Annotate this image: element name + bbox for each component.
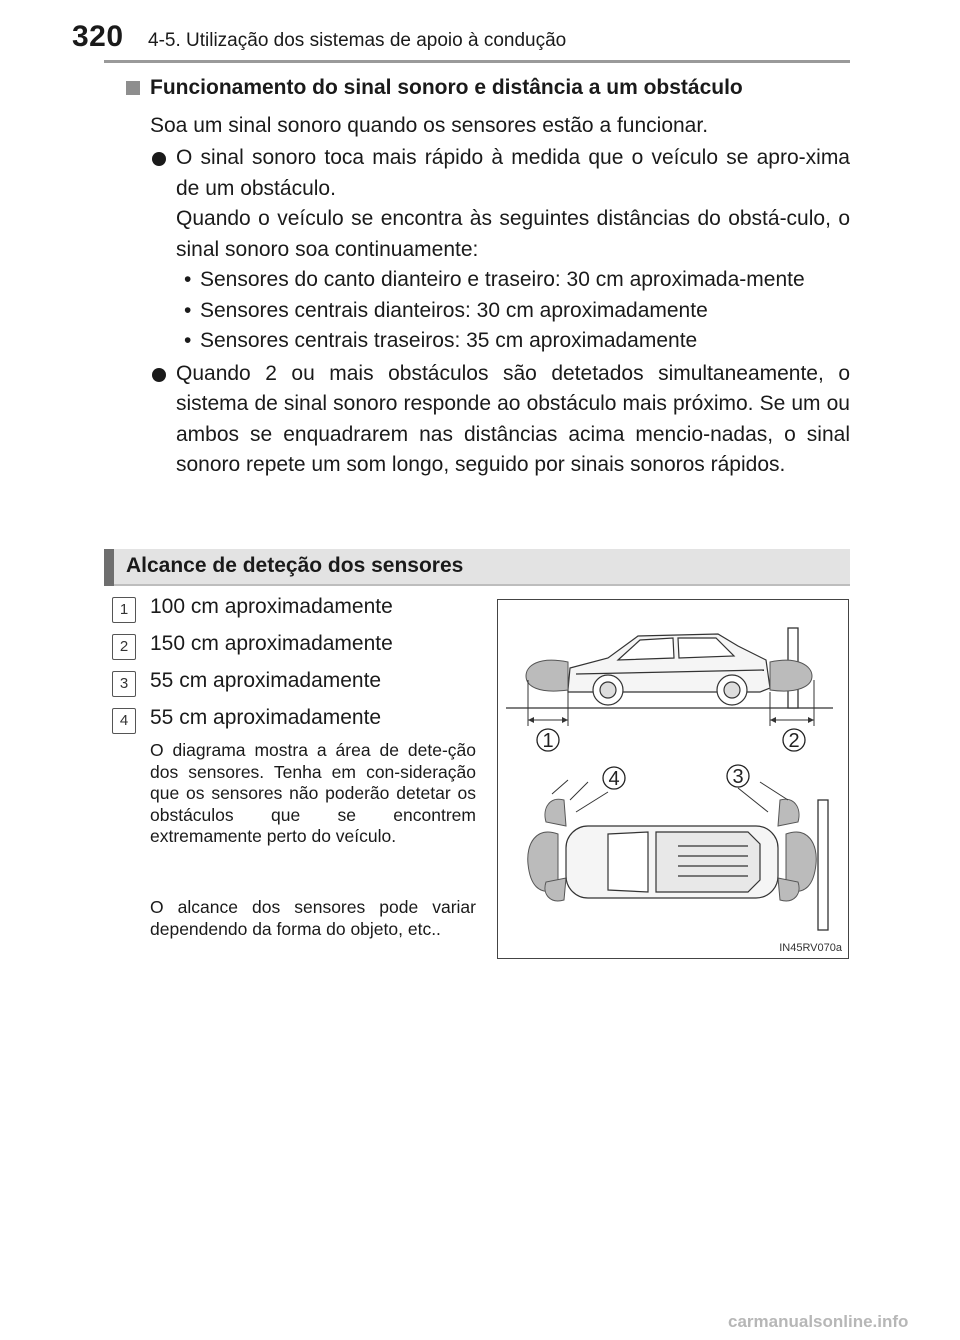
- bullet-item: [110, 359, 850, 481]
- diagram-drawing: [498, 600, 847, 957]
- svg-text:3: 3: [732, 766, 744, 788]
- item-number: 1: [112, 597, 136, 623]
- section-title-bar: [104, 549, 850, 586]
- square-bullet-icon: [126, 81, 140, 95]
- intro-paragraph: Soa um sinal sonoro quando os sensores estão a funcionar.: [150, 114, 709, 137]
- detection-zone: [526, 660, 568, 691]
- item-text: 55 cm aproximadamente: [150, 706, 382, 729]
- item-number: 3: [112, 671, 136, 697]
- item-number: 2: [112, 634, 136, 660]
- note-paragraph: O alcance dos sensores pode variar dependendo da forma do objeto, etc..: [150, 897, 476, 939]
- list-item: [112, 592, 482, 629]
- range-list: [112, 592, 482, 740]
- round-bullet-icon: [152, 152, 166, 166]
- chapter-title: 4-5. Utilização dos sistemas de apoio à condução: [148, 30, 567, 51]
- dash-item: • Sensores do canto dianteiro e traseiro: 30 cm aproximada-mente: [184, 268, 805, 291]
- item-text: 150 cm aproximadamente: [150, 632, 393, 655]
- car-side-icon: [568, 634, 770, 705]
- page-header: [0, 0, 960, 62]
- list-item: [112, 666, 482, 703]
- section-beep-distance: [110, 72, 850, 481]
- page-number: 320: [72, 20, 124, 53]
- list-item: [112, 703, 482, 740]
- figure-code: IN45RV070a: [779, 942, 842, 954]
- watermark-text: carmanualsonline.info: [728, 1312, 909, 1331]
- svg-text:4: 4: [608, 768, 620, 790]
- svg-text:1: 1: [542, 730, 554, 752]
- list-item: [112, 629, 482, 666]
- round-bullet-icon: [152, 368, 166, 382]
- dash-item: • Sensores centrais traseiros: 35 cm aproximadamente: [184, 329, 698, 352]
- bullet-text: Quando o veículo se encontra às seguintes distâncias do obstá-culo, o sinal sonoro soa continuamente:: [176, 207, 850, 261]
- bullet-item: [110, 143, 850, 357]
- car-top-icon: [566, 826, 778, 898]
- item-number: 4: [112, 708, 136, 734]
- obstacle-wall: [818, 800, 828, 930]
- item-text: 55 cm aproximadamente: [150, 669, 382, 692]
- section-title: Alcance de deteção dos sensores: [126, 554, 464, 577]
- item-text: 100 cm aproximadamente: [150, 595, 393, 618]
- dash-item: • Sensores centrais dianteiros: 30 cm aproximadamente: [184, 298, 708, 322]
- subheading-text: Funcionamento do sinal sonoro e distância a um obstáculo: [150, 76, 743, 99]
- bullet-text: Quando 2 ou mais obstáculos são detetados simultaneamente, o sistema de sinal sonoro responde ao obstáculo mais próximo. Se um ou ambos se enquadrarem nas distâncias acima mencio-nadas, o sinal sonoro repete um som longo, seguido por sinais sonoros rápidos.: [176, 361, 850, 476]
- note-paragraph: O diagrama mostra a área de dete-ção dos sensores. Tenha em con-sideração que os sensores não poderão detetar os obstáculos que se encontrem extremamente perto do veículo.: [150, 740, 476, 846]
- header-rule: [104, 60, 850, 63]
- bullet-text: O sinal sonoro toca mais rápido à medida que o veículo se apro-xima de um obstáculo.: [176, 146, 850, 200]
- sensor-range-diagram: [497, 599, 849, 959]
- detection-zone: [770, 660, 812, 691]
- subheading: [110, 74, 850, 102]
- svg-text:2: 2: [788, 730, 800, 752]
